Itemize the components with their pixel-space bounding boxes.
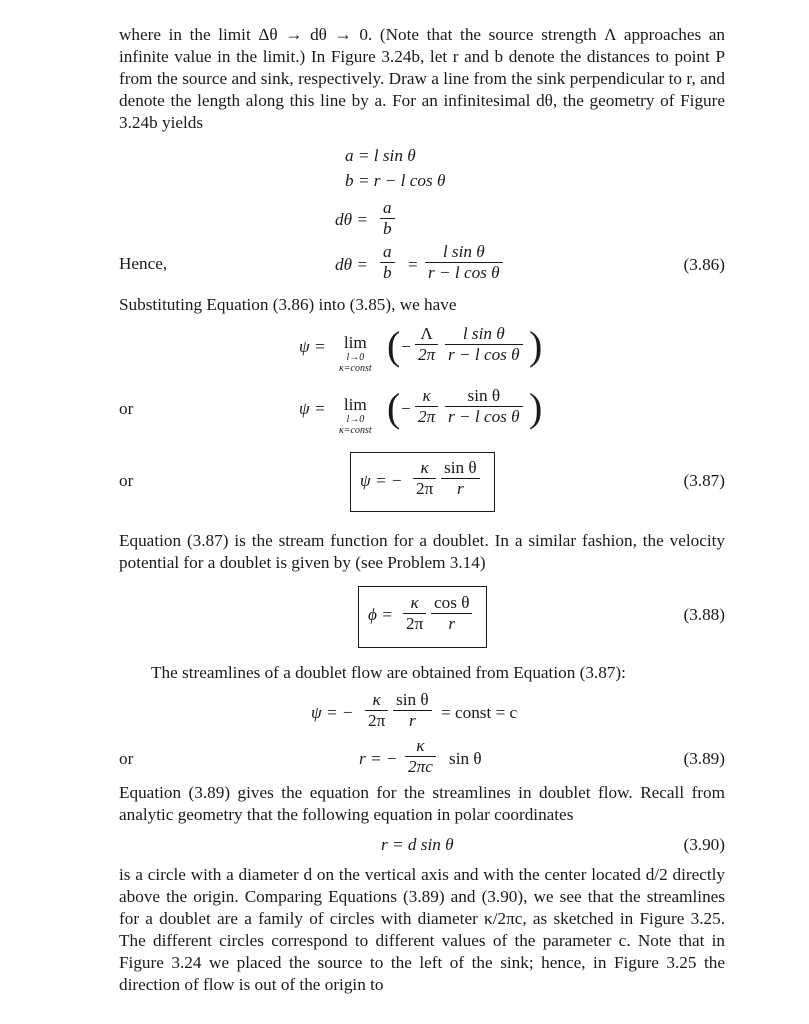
psi2-frac-1: $\frac{\kappa}{2\pi}$ xyxy=(415,386,438,427)
equation-psi-2: or ψ = lim l→0 κ=const ( − $\frac{\kappa}{2\pi}$ $\frac{\text{sin θ}}{\text{r − l cos θ}}$ ) xyxy=(119,385,543,436)
psi2-frac-2: $\frac{\text{sin θ}}{\text{r − l cos θ}}$ xyxy=(445,386,523,427)
paragraph-6: is a circle with a diameter d on the vertical axis and with the center located d/2 directly above the origin. Comparing Equations (3.89) and (3.90), we see that the streamlines for a doublet are a family of circles with diameter κ/2πc, as sketched in Figure 3.25. The different circles correspond to different values of the parameter c. Note that in Figure 3.24 we placed the source to the left of the sink; hence, in Figure 3.25 the direction of flow is out of the origin to xyxy=(119,865,725,994)
eq-a-text: a = l sin θ xyxy=(345,146,416,165)
paragraph-5: Equation (3.89) gives the equation for the streamlines in doublet flow. Recall from analytic geometry that the following equation in polar coordinates xyxy=(119,783,725,824)
eqno-390: (3.90) xyxy=(683,835,725,854)
eq389a-rhs: = const = c xyxy=(441,703,518,722)
eq-386-frac-1: $\frac{a}{b}$ xyxy=(380,242,395,283)
paragraph-4: The streamlines of a doublet flow are obtained from Equation (3.87): xyxy=(151,663,626,682)
eq389a-lhs: ψ = − xyxy=(311,703,354,722)
equation-3-86: Hence, dθ = $\frac{a}{b}$ = $\frac{\text{l sin θ}}{\text{r − l cos θ}}$ (3.86) xyxy=(119,242,725,282)
equation-3-90 xyxy=(119,830,725,860)
eqno-389: (3.89) xyxy=(683,749,725,768)
eq389b-lhs: r = − xyxy=(359,749,398,768)
eq387-frac-1: $\frac{\kappa}{2\pi}$ xyxy=(413,458,436,499)
or-label-3: or xyxy=(119,749,134,768)
eq387-frac-2: $\frac{\text{sin θ}}{r}$ xyxy=(441,458,480,499)
eq388-frac-2: $\frac{\text{cos θ}}{r}$ xyxy=(431,593,472,634)
paragraph-3: Equation (3.87) is the stream function for a doublet. In a similar fashion, the velocity potential for a doublet is given by (see Problem 3.14) xyxy=(119,531,725,572)
paragraph-1: where in the limit Δθ → dθ → 0. (Note that the source strength Λ approaches an infinite value in the limit.) In Figure 3.24b, let r and b denote the distances to point P from the source and sink, respectively. Draw a line from the sink perpendicular to r, and denote the length along this line by a. For an infinitesimal dθ, the geometry of Figure 3.24b yields xyxy=(119,25,725,132)
paragraph-2: Substituting Equation (3.86) into (3.85), we have xyxy=(119,295,457,314)
psi1-limit: lim l→0 κ=const xyxy=(339,333,372,374)
equation-psi-1: ψ = lim l→0 κ=const ( − $\frac{\Lambda}{2\pi}$ $\frac{\text{l sin θ}}{\text{r − l cos θ}}$ ) xyxy=(299,323,543,374)
equation-3-87 xyxy=(119,448,725,514)
eq-dtheta1-frac: $\frac{a}{b}$ xyxy=(380,198,395,239)
eqno-387: (3.87) xyxy=(683,471,725,490)
psi1-lhs: ψ = xyxy=(299,337,326,356)
eq388-lhs: ϕ = xyxy=(368,605,393,624)
eq389b-frac: $\frac{\kappa}{2\pi c}$ xyxy=(405,736,436,777)
eq-386-lhs: dθ = xyxy=(335,255,368,274)
eq390-text: r = d sin θ xyxy=(381,835,454,854)
psi2-limit: lim l→0 κ=const xyxy=(339,395,372,436)
equation-dtheta-1 xyxy=(119,198,725,242)
eq387-lhs: ψ = − xyxy=(360,471,403,490)
equation-b xyxy=(119,170,725,198)
eq-dtheta1-lhs: dθ = xyxy=(335,210,368,229)
eq388-frac-1: $\frac{\kappa}{2\pi}$ xyxy=(403,593,426,634)
psi2-lhs: ψ = xyxy=(299,399,326,418)
page-content xyxy=(119,24,725,996)
eq-b-text: b = r − l cos θ xyxy=(345,171,446,190)
eq389a-frac-2: $\frac{\text{sin θ}}{r}$ xyxy=(393,690,432,731)
hence-label: Hence, xyxy=(119,254,168,273)
eqno-388: (3.88) xyxy=(683,605,725,624)
equation-3-88 xyxy=(119,586,725,650)
eq-386-frac-2: $\frac{\text{l sin θ}}{\text{r − l cos θ}}$ xyxy=(425,242,503,283)
equation-3-89b xyxy=(119,736,725,780)
psi1-frac-2: $\frac{\text{l sin θ}}{\text{r − l cos θ}}$ xyxy=(445,324,523,365)
equation-3-89a xyxy=(119,690,725,736)
eq389a-frac-1: $\frac{\kappa}{2\pi}$ xyxy=(365,690,388,731)
eqno-386: (3.86) xyxy=(683,255,725,274)
eq389b-rhs: sin θ xyxy=(449,749,482,768)
equation-a xyxy=(119,142,725,170)
or-label-2: or xyxy=(119,471,134,490)
psi1-frac-1: $\frac{\Lambda}{2\pi}$ xyxy=(415,324,438,365)
or-label-1: or xyxy=(119,399,134,418)
